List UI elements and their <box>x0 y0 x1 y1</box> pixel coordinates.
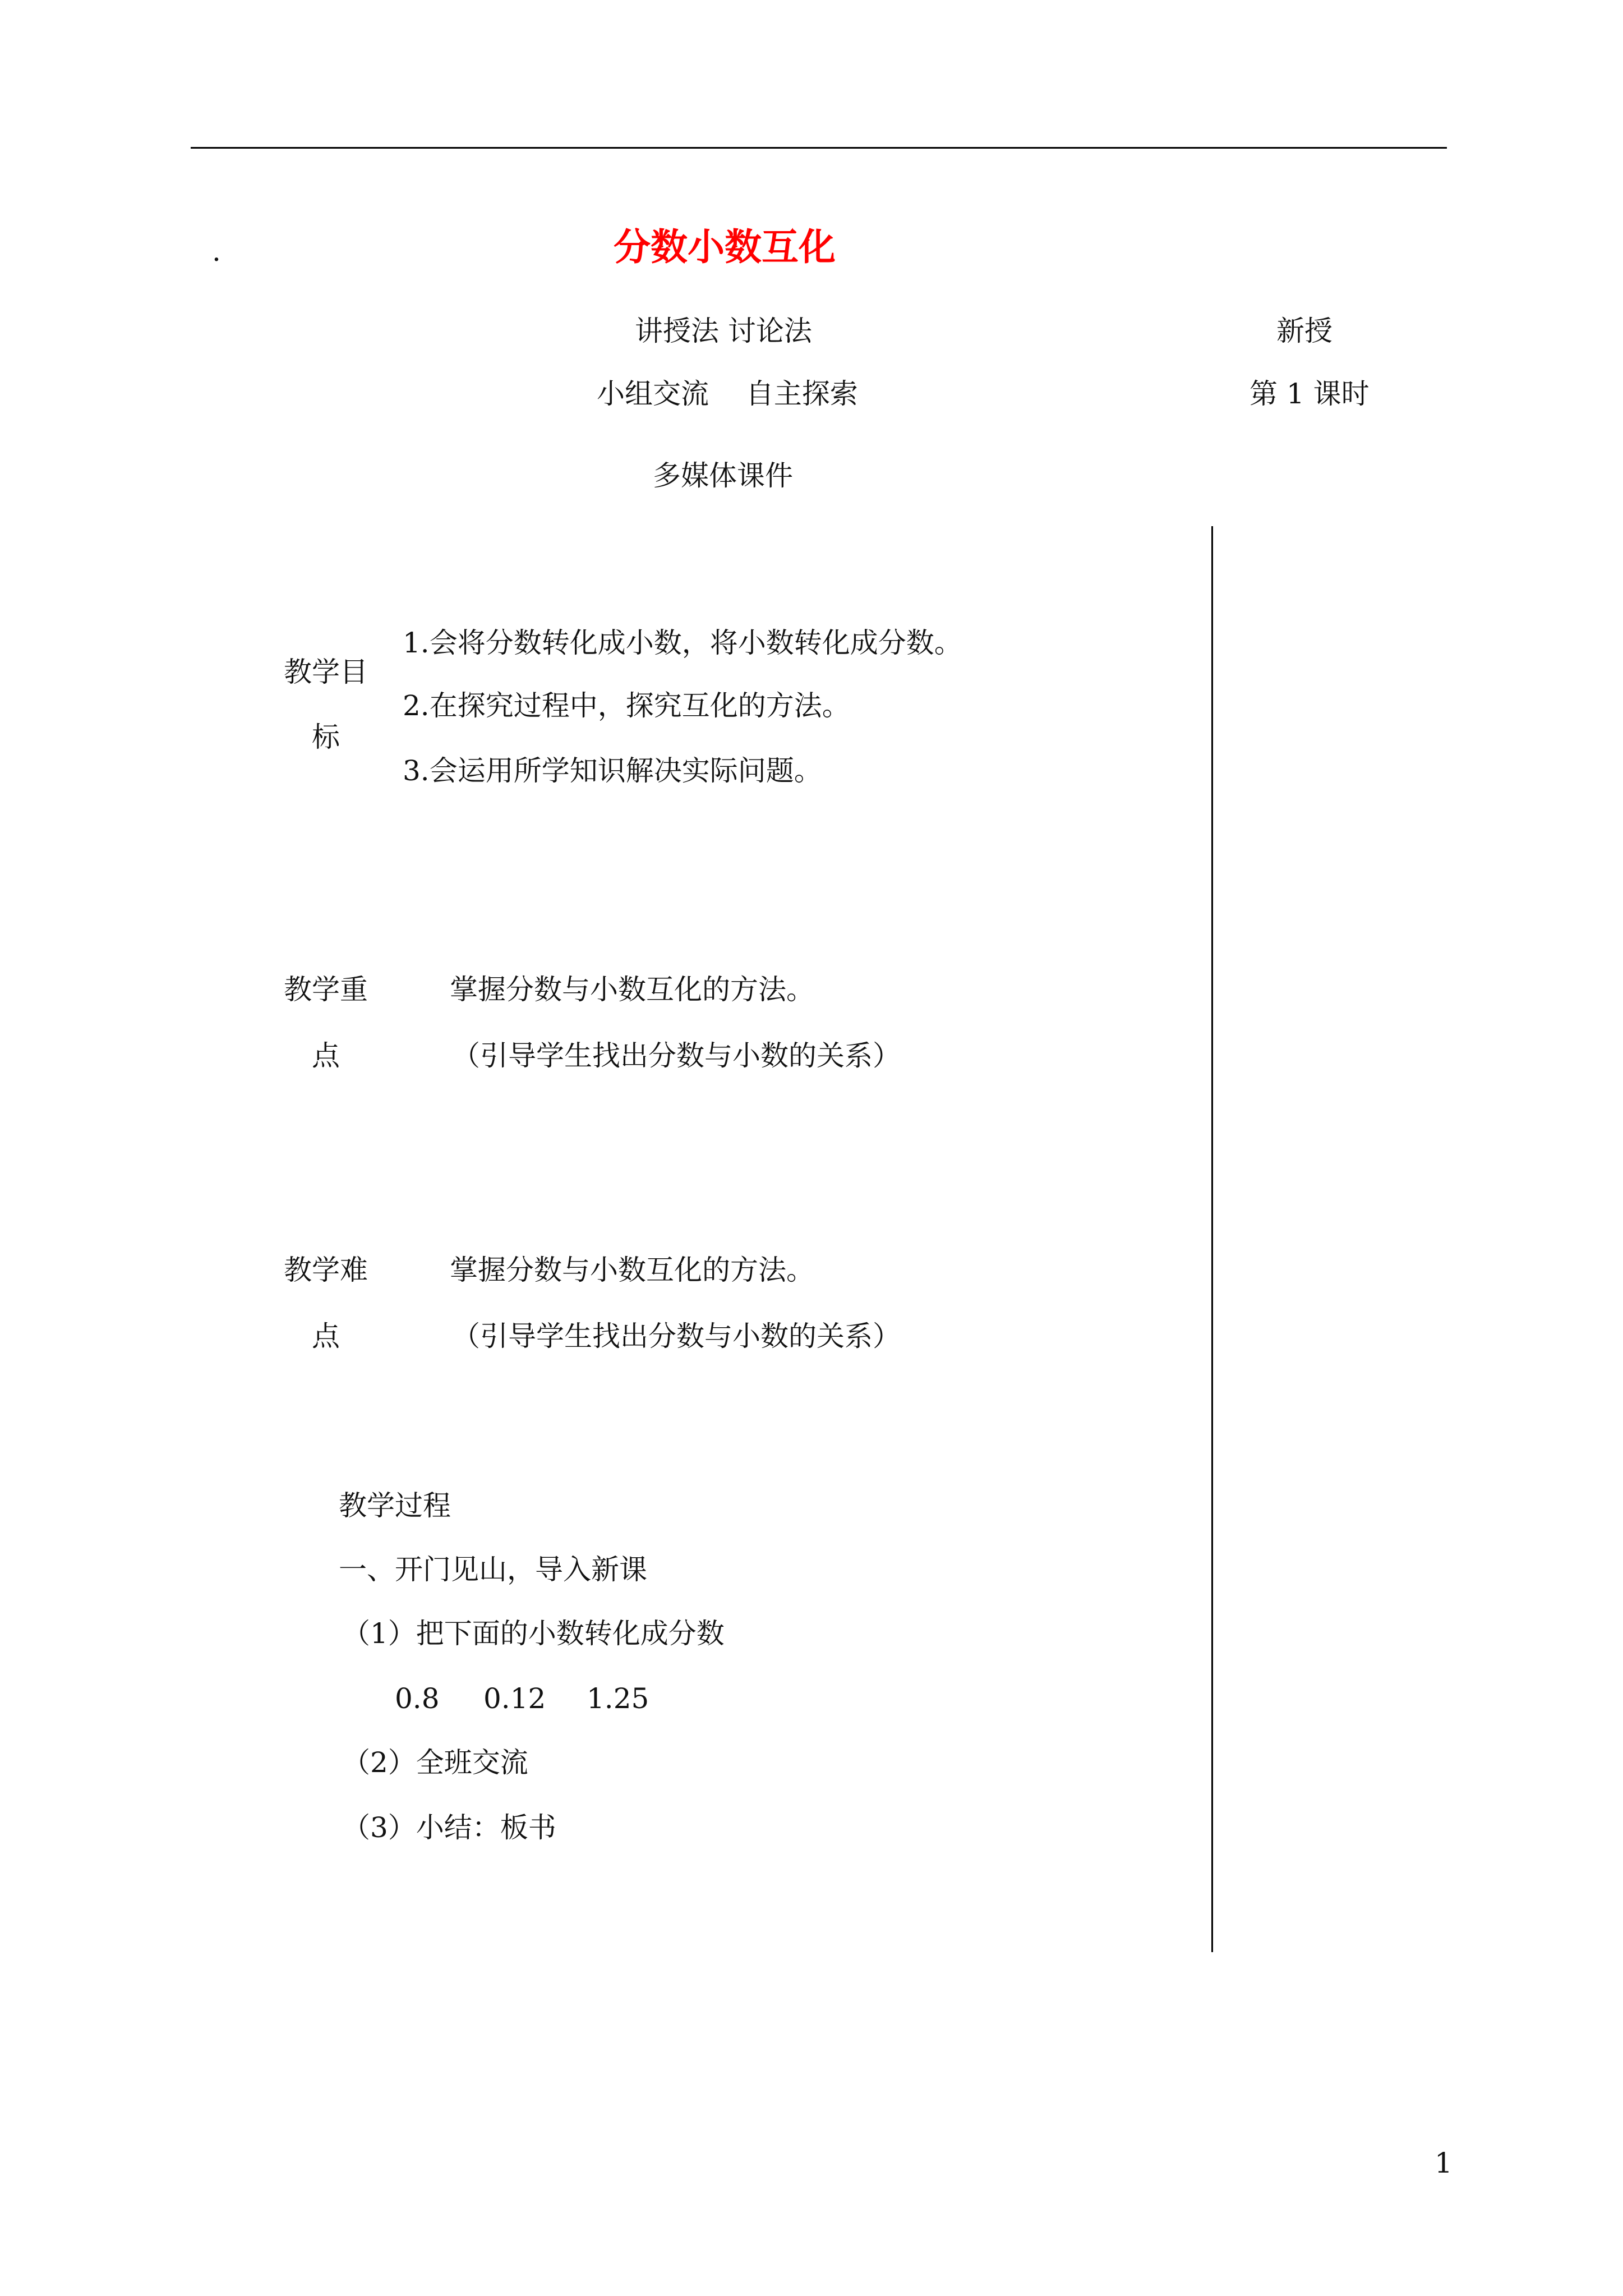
process-step: （1）把下面的小数转化成分数 <box>342 1617 725 1650</box>
objective-item: 2.在探究过程中，探究互化的方法。 <box>403 689 850 722</box>
learning-mode: 小组交流 自主探索 <box>597 378 858 410</box>
process-section-title: 一、开门见山，导入新课 <box>339 1553 647 1586</box>
lesson-period: 第 1 课时 <box>1249 378 1370 410</box>
teaching-methods: 讲授法 讨论法 <box>635 315 812 347</box>
decimal-number: 1.25 <box>587 1682 649 1715</box>
objectives-label: 教学目 <box>284 656 368 688</box>
teaching-media: 多媒体课件 <box>653 459 793 492</box>
key-point-note: （引导学生找出分数与小数的关系） <box>452 1039 901 1072</box>
difficulties-label-cont: 点 <box>312 1320 340 1352</box>
process-step: （3）小结：板书 <box>342 1811 556 1844</box>
lesson-type: 新授 <box>1276 315 1332 347</box>
decimal-number: 0.8 <box>395 1682 440 1715</box>
difficulty-note: （引导学生找出分数与小数的关系） <box>452 1320 901 1352</box>
key-points-label-cont: 点 <box>312 1039 340 1072</box>
difficulties-label: 教学难 <box>284 1254 368 1286</box>
column-divider <box>1211 526 1213 1952</box>
process-heading: 教学过程 <box>339 1489 451 1522</box>
difficulty-text: 掌握分数与小数互化的方法。 <box>450 1254 814 1286</box>
objective-item: 3.会运用所学知识解决实际问题。 <box>403 754 822 787</box>
key-points-label: 教学重 <box>284 973 368 1006</box>
objective-item: 1.会将分数转化成小数，将小数转化成分数。 <box>403 627 962 659</box>
page-title: 分数小数互化 <box>614 225 836 269</box>
header-rule <box>191 147 1447 149</box>
header-dot: . <box>212 235 221 268</box>
key-point-text: 掌握分数与小数互化的方法。 <box>450 973 814 1006</box>
process-step: （2）全班交流 <box>342 1746 528 1779</box>
decimal-number: 0.12 <box>483 1682 546 1715</box>
objectives-label-cont: 标 <box>312 721 340 753</box>
page-number: 1 <box>1435 2147 1453 2179</box>
